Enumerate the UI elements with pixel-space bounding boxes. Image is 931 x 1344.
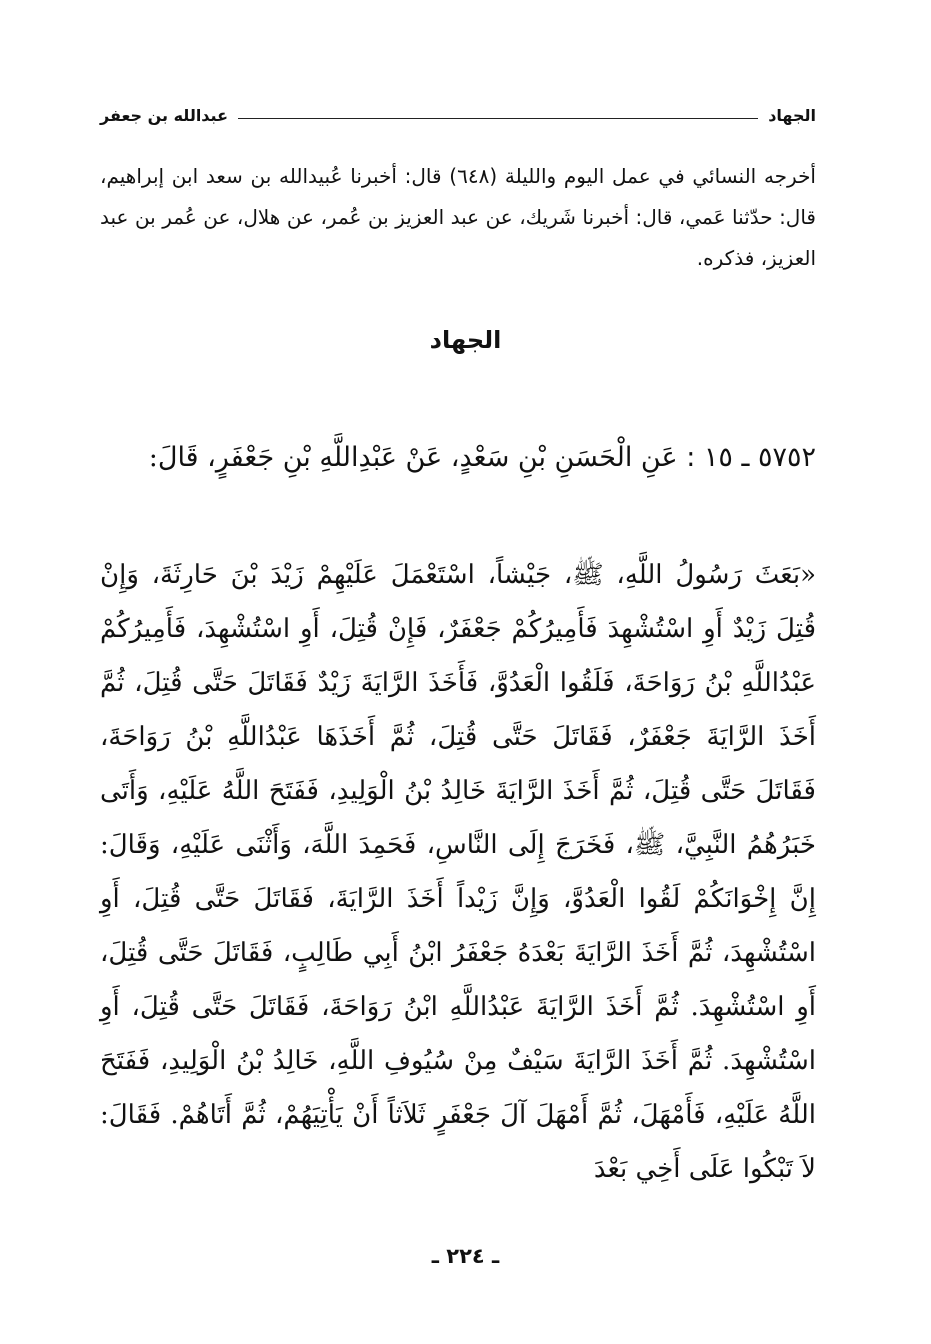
- hadith-matn: «بَعَثَ رَسُولُ اللَّهِ، ﷺ، جَيْشاً، اسْتَعْمَلَ عَلَيْهِمْ زَيْدَ بْنَ حَارِثَةَ، وَإِنْ قُتِلَ زَيْدٌ أَوِ اسْتُشْهِدَ فَأَمِيرُكُمْ جَعْفَرٌ، فَإِنْ قُتِلَ، أَوِ اسْتُشْهِدَ، فَأَمِيرُكُمْ عَبْدُاللَّهِ بْنُ رَوَاحَةَ، فَلَقُوا الْعَدُوَّ، فَأَخَذَ الرَّايَةَ زَيْدٌ فَقَاتَلَ حَتَّى قُتِلَ، ثُمَّ أَخَذَ الرَّايَةَ جَعْفَرٌ، فَقَاتَلَ حَتَّى قُتِلَ، ثُمَّ أَخَذَهَا عَبْدُاللَّهِ بْنُ رَوَاحَةَ، فَقَاتَلَ حَتَّى قُتِلَ، ثُمَّ أَخَذَ الرَّايَةَ خَالِدُ بْنُ الْوَلِيدِ، فَفَتَحَ اللَّهُ عَلَيْهِ، وَأَتَى خَبَرُهُمُ النَّبِيَّ، ﷺ، فَخَرَجَ إِلَى النَّاسِ، فَحَمِدَ اللَّهَ، وَأَثْنَى عَلَيْهِ، وَقَالَ: إِنَّ إِخْوَانَكُمْ لَقُوا الْعَدُوَّ، وَإِنَّ زَيْداً أَخَذَ الرَّايَةَ، فَقَاتَلَ حَتَّى قُتِلَ، أَوِ اسْتُشْهِدَ، ثُمَّ أَخَذَ الرَّايَةَ بَعْدَهُ جَعْفَرُ ابْنُ أَبِي طَالِبٍ، فَقَاتَلَ حَتَّى قُتِلَ، أَوِ اسْتُشْهِدَ. ثُمَّ أَخَذَ الرَّايَةَ عَبْدُاللَّهِ ابْنُ رَوَاحَةَ، فَقَاتَلَ حَتَّى قُتِلَ، أَوِ اسْتُشْهِدَ. ثُمَّ أَخَذَ الرَّايَةَ سَيْفٌ مِنْ سُيُوفِ اللَّهِ، خَالِدُ بْنُ الْوَلِيدِ، فَفَتَحَ اللَّهُ عَلَيْهِ، فَأَمْهَلَ، ثُمَّ أَمْهَلَ آلَ جَعْفَرٍ ثَلاَثاً أَنْ يَأْتِيَهُمْ، ثُمَّ أَتَاهُمْ. فَقَالَ: لاَ تَبْكُوا عَلَى أَخِي بَعْدَ: [100, 560, 816, 1184]
- footnote-text: أخرجه النسائي في عمل اليوم والليلة (٦٤٨) قال: أخبرنا عُبيدالله بن سعد ابن إبراهيم، قال: حدّثنا عَمي، قال: أخبرنا شَريك، عن عبد العزيز بن عُمر، عن هلال، عن عُمر بن عبد العزيز، فذكره.: [100, 164, 816, 270]
- header-chapter-title: الجهاد: [768, 105, 816, 125]
- header-rule: [238, 118, 758, 119]
- running-header: [100, 100, 816, 130]
- hadith-isnad: عَنِ الْحَسَنِ بْنِ سَعْدٍ، عَنْ عَبْدِاللَّهِ بْنِ جَعْفَرٍ، قَالَ:: [148, 442, 678, 473]
- section-title: الجهاد: [429, 326, 502, 354]
- hadith-intro: [100, 432, 816, 484]
- page-number: ـ ٢٢٤ ـ: [431, 1244, 500, 1268]
- hadith-number: ٥٧٥٢ ـ ١٥ :: [686, 442, 816, 473]
- header-subject-title: عبدالله بن جعفر: [100, 105, 229, 125]
